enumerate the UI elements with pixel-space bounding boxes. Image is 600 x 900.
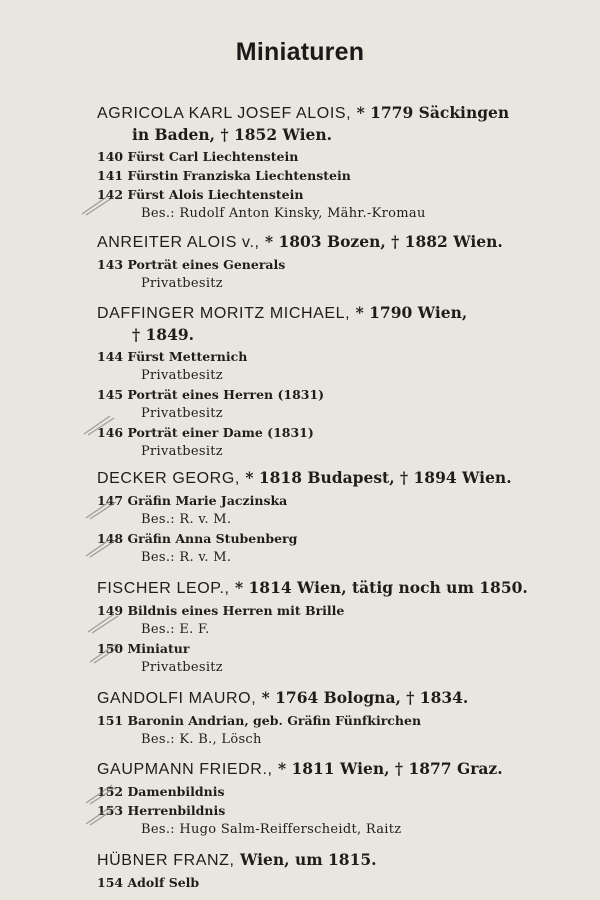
- artist-dates: * 1803 Bozen, † 1882 Wien.: [264, 232, 503, 251]
- artist-dates-continued: in Baden, † 1852 Wien.: [132, 125, 333, 144]
- work-item: 145 Porträt eines Herren (1831): [97, 387, 325, 402]
- owner-line: Privatbesitz: [141, 406, 223, 421]
- artist-name: GANDOLFI MAURO,: [97, 690, 257, 707]
- artist-entry: [97, 467, 547, 567]
- artist-name: DAFFINGER MORITZ MICHAEL,: [97, 305, 351, 322]
- work-item: 153 Herrenbildnis: [97, 803, 226, 818]
- artist-heading: [97, 102, 547, 145]
- artist-heading: [97, 687, 547, 709]
- work-item: 151 Baronin Andrian, geb. Gräfin Fünfkirchen: [97, 713, 422, 728]
- artist-heading: [97, 302, 547, 345]
- artist-dates: * 1814 Wien, tätig noch um 1850.: [235, 578, 528, 597]
- artist-entry: [97, 849, 547, 892]
- owner-line: Privatbesitz: [141, 276, 223, 291]
- artist-entry: [97, 577, 547, 677]
- work-item: 148 Gräfin Anna Stubenberg: [97, 531, 298, 546]
- artist-dates-continued: † 1849.: [132, 325, 195, 344]
- artist-heading: [97, 467, 547, 489]
- owner-line: Privatbesitz: [141, 444, 223, 459]
- owner-line: Privatbesitz: [141, 660, 223, 675]
- artist-name: GAUPMANN FRIEDR.,: [97, 761, 273, 778]
- work-item: 146 Porträt einer Dame (1831): [97, 425, 314, 440]
- owner-line: Bes.: K. B., Lösch: [141, 732, 262, 747]
- artist-heading: [97, 231, 547, 253]
- artist-heading: [97, 577, 547, 599]
- artist-dates: * 1818 Budapest, † 1894 Wien.: [245, 468, 512, 487]
- work-item: 149 Bildnis eines Herren mit Brille: [97, 603, 345, 618]
- owner-line: Bes.: Hugo Salm-Reifferscheidt, Raitz: [141, 822, 402, 837]
- artist-dates: * 1790 Wien,: [355, 303, 468, 322]
- owner-line: Privatbesitz: [141, 368, 223, 383]
- artist-dates: Wien, um 1815.: [240, 850, 377, 869]
- page-title: Miniaturen: [235, 38, 365, 66]
- work-item: 143 Porträt eines Generals: [97, 257, 286, 272]
- artist-dates: * 1764 Bologna, † 1834.: [261, 688, 469, 707]
- owner-line: Bes.: R. v. M.: [141, 512, 232, 527]
- work-item: 142 Fürst Alois Liechtenstein: [97, 187, 304, 202]
- artist-dates: * 1811 Wien, † 1877 Graz.: [277, 759, 503, 778]
- work-item: 150 Miniatur: [97, 641, 190, 656]
- work-item: 154 Adolf Selb: [97, 875, 200, 890]
- work-item: 152 Damenbildnis: [97, 784, 225, 799]
- artist-heading: [97, 849, 547, 871]
- artist-entry: [97, 758, 547, 839]
- artist-name: DECKER GEORG,: [97, 470, 240, 487]
- artist-name: AGRICOLA KARL JOSEF ALOIS,: [97, 105, 352, 122]
- owner-line: Bes.: Rudolf Anton Kinsky, Mähr.-Kromau: [141, 206, 426, 221]
- work-item: 147 Gräfin Marie Jaczinska: [97, 493, 288, 508]
- owner-line: Bes.: R. v. M.: [141, 550, 232, 565]
- artist-entry: [97, 687, 547, 749]
- artist-heading: [97, 758, 547, 780]
- artist-name: HÜBNER FRANZ,: [97, 852, 235, 869]
- work-item: 141 Fürstin Franziska Liechtenstein: [97, 168, 351, 183]
- artist-entry: [97, 302, 547, 461]
- work-item: 140 Fürst Carl Liechtenstein: [97, 149, 299, 164]
- artist-dates: * 1779 Säckingen: [356, 103, 510, 122]
- artist-name: ANREITER ALOIS v.,: [97, 234, 260, 251]
- artist-name: FISCHER LEOP.,: [97, 580, 230, 597]
- artist-entry: [97, 231, 547, 293]
- artist-entry: [97, 102, 547, 223]
- work-item: 144 Fürst Metternich: [97, 349, 248, 364]
- owner-line: Bes.: E. F.: [141, 622, 210, 637]
